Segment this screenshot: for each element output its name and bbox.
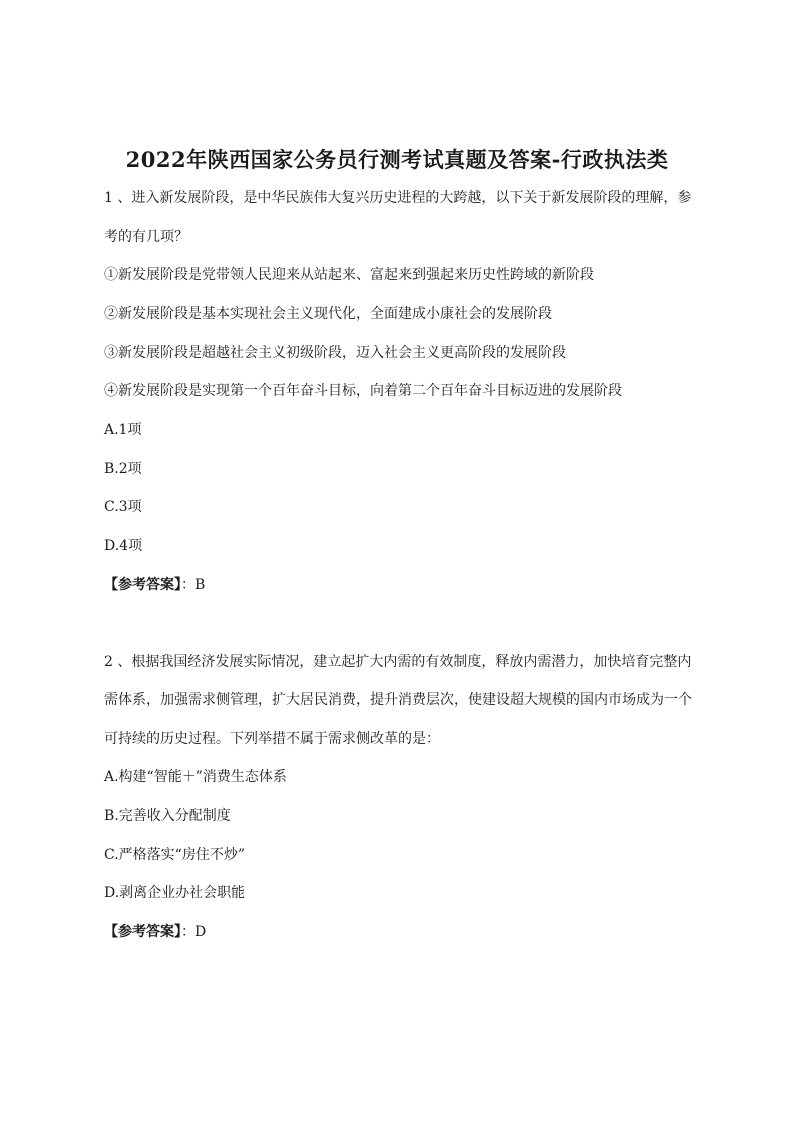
question-2-stem-line-2: 需体系，加强需求侧管理，扩大居民消费，提升消费层次，使建设超大规模的国内市场成为一个 [104, 692, 692, 708]
question-1-statement-3: ③新发展阶段是超越社会主义初级阶段，迈入社会主义更高阶段的发展阶段 [104, 345, 566, 361]
question-2-option-d: D.剥离企业办社会职能 [104, 885, 246, 901]
question-2-answer-value: ：D [181, 924, 207, 940]
question-1-answer-label: 【参考答案】 [104, 577, 181, 593]
question-1-option-d: D.4项 [104, 538, 143, 554]
question-2-option-a: A.构建“智能＋”消费生态体系 [104, 769, 287, 785]
question-2-stem-line-3: 可持续的历史过程。下列举措不属于需求侧改革的是： [104, 731, 440, 747]
question-2-stem-line-1: 2 、根据我国经济发展实际情况，建立起扩大内需的有效制度，释放内需潜力，加快培育完整内 [104, 654, 692, 670]
question-2-option-c: C.严格落实“房住不炒” [104, 847, 245, 863]
question-2-option-b: B.完善收入分配制度 [104, 808, 231, 824]
question-1-answer [104, 575, 704, 595]
question-1-option-b: B.2项 [104, 461, 142, 477]
question-1-stem-line-1: 1 、进入新发展阶段，是中华民族伟大复兴历史进程的大跨越，以下关于新发展阶段的理解，参 [104, 190, 692, 206]
question-2-answer [104, 922, 704, 942]
question-1-statement-1: ①新发展阶段是党带领人民迎来从站起来、富起来到强起来历史性跨域的新阶段 [104, 267, 594, 283]
question-2-answer-label: 【参考答案】 [104, 924, 181, 940]
question-1-statement-2: ②新发展阶段是基本实现社会主义现代化，全面建成小康社会的发展阶段 [104, 306, 552, 322]
question-1-option-a: A.1项 [104, 422, 142, 438]
question-1-statement-4: ④新发展阶段是实现第一个百年奋斗目标，向着第二个百年奋斗目标迈进的发展阶段 [104, 383, 622, 399]
question-1-stem-line-2: 考的有几项？ [104, 229, 188, 245]
question-1-option-c: C.3项 [104, 499, 142, 515]
page-title: 2022年陕西国家公务员行测考试真题及答案-行政执法类 [125, 147, 669, 172]
question-1-answer-value: ：B [181, 577, 206, 593]
